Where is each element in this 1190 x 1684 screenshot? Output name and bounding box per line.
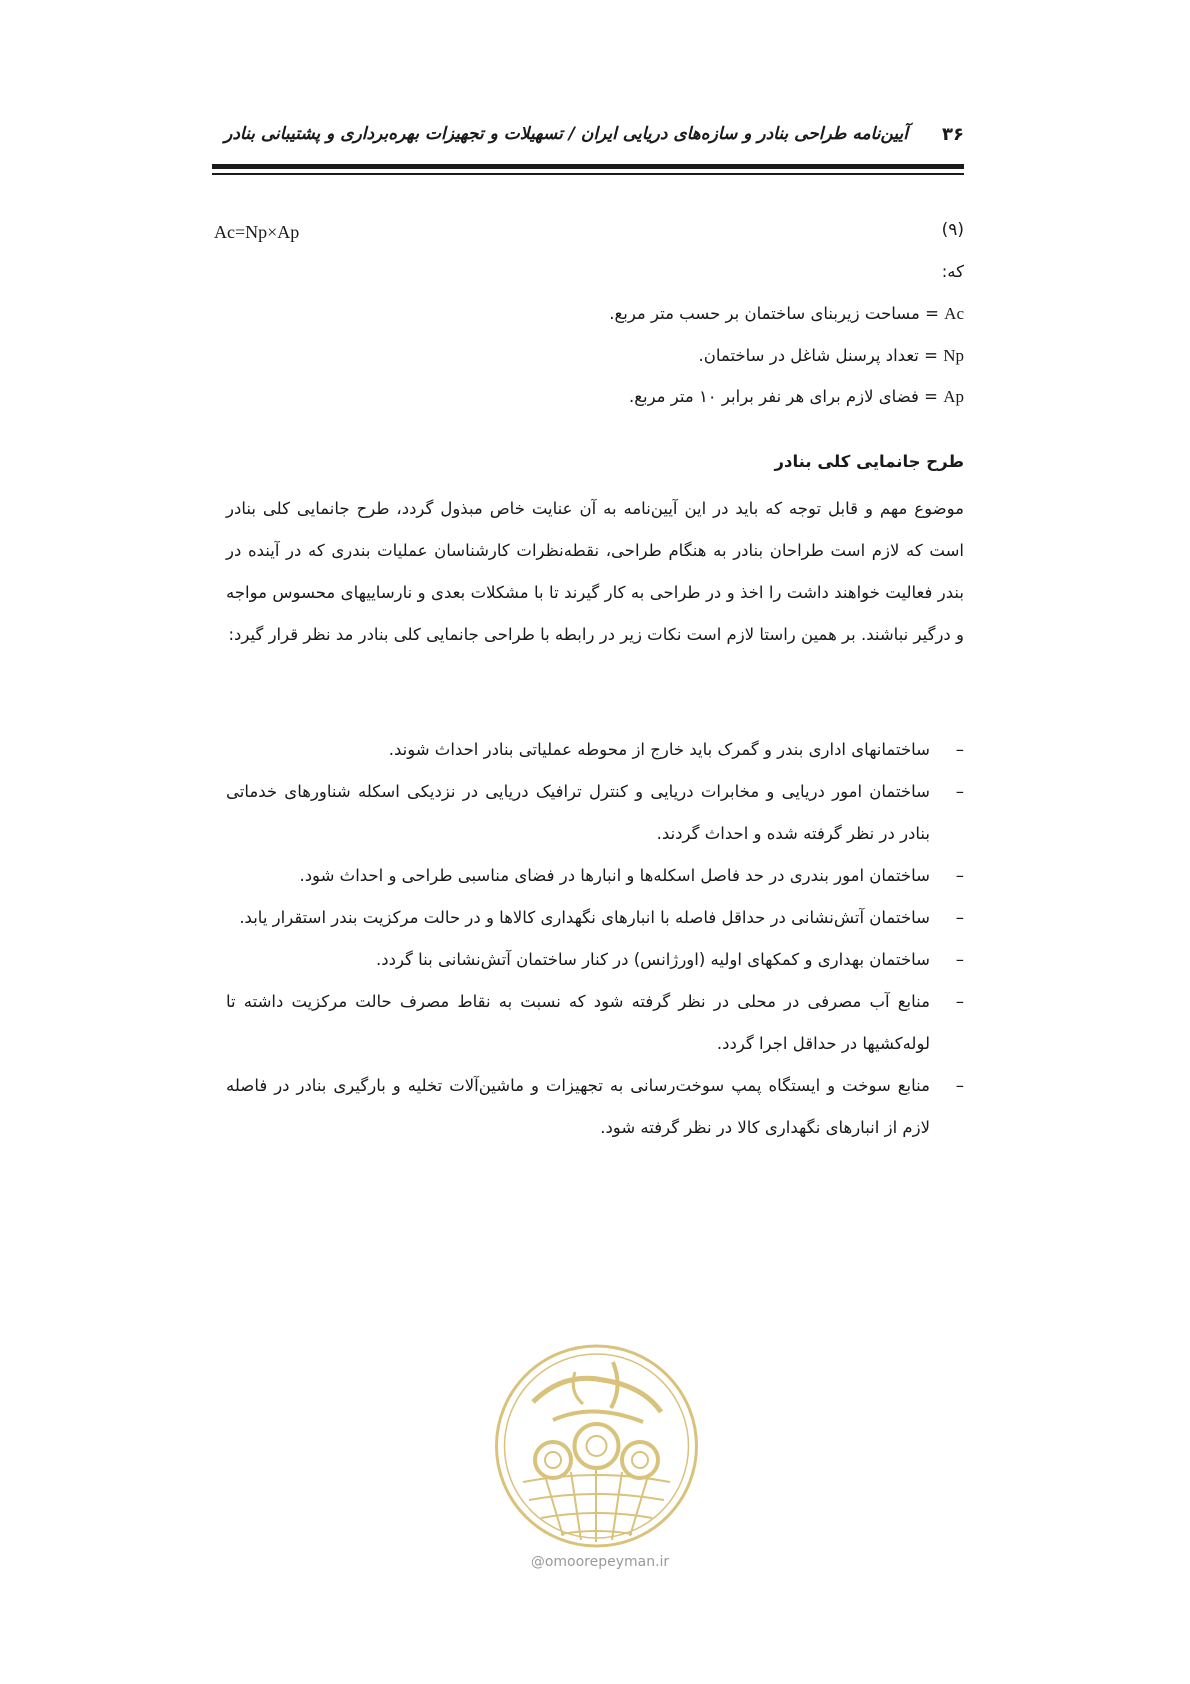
list-item bbox=[226, 771, 964, 855]
definition-symbol: Ap bbox=[943, 387, 964, 406]
section-paragraph: موضوع مهم و قابل توجه که باید در این آیین‌نامه به آن عنایت خاص مبذول گردد، طرح جانمایی کلی بنادر است که لازم است طراحان بنادر به هنگام طراحی، نقطه‌نظرات کارشناسان عملیات بندری که در آینده در بندر فعالیت خواهند داشت را اخذ و در طراحی به کار گیرند تا با مشکلات بعدی و نارساییهای محسوس مواجه و درگیر نباشند. بر همین راستا لازم است نکات زیر در رابطه با طراحی جانمایی کلی بنادر مد نظر قرار گیرد: bbox=[226, 499, 964, 644]
header-rule-thick bbox=[212, 164, 964, 169]
definition-text: = تعداد پرسنل شاغل در ساختمان. bbox=[698, 346, 938, 365]
list-item bbox=[226, 855, 964, 897]
definition-text: = فضای لازم برای هر نفر برابر ۱۰ متر مربع. bbox=[628, 387, 938, 406]
bullet-dash: – bbox=[955, 992, 964, 1011]
where-label: که: bbox=[941, 262, 964, 281]
list-item bbox=[226, 897, 964, 939]
section-heading: طرح جانمایی کلی بنادر bbox=[774, 452, 964, 471]
bullet-dash: – bbox=[955, 1076, 964, 1095]
definition-np bbox=[699, 346, 964, 366]
bullet-dash: – bbox=[955, 866, 964, 885]
list-item-text: منابع سوخت و ایستگاه پمپ سوخت‌رسانی به تجهیزات و ماشین‌آلات تخلیه و بارگیری بنادر در فاصله لازم از انبارهای نگهداری کالا در نظر گرفته شود. bbox=[226, 1076, 930, 1137]
definition-ap bbox=[629, 387, 964, 407]
page-header bbox=[212, 118, 964, 162]
definition-symbol: Ac bbox=[944, 304, 964, 323]
definition-symbol: Np bbox=[943, 346, 964, 365]
list-item bbox=[226, 981, 964, 1065]
page-number: ۳۶ bbox=[942, 124, 964, 145]
bullet-list bbox=[226, 729, 964, 1149]
watermark-url: @omoorepeyman.ir bbox=[530, 1554, 670, 1570]
definition-ac bbox=[609, 304, 964, 324]
list-item bbox=[226, 729, 964, 771]
bullet-dash: – bbox=[955, 908, 964, 927]
list-item-text: ساختمانهای اداری بندر و گمرک باید خارج از محوطه عملیاتی بنادر احداث شوند. bbox=[388, 740, 930, 759]
list-item-text: ساختمان بهداری و کمکهای اولیه (اورژانس) در کنار ساختمان آتش‌نشانی بنا گردد. bbox=[376, 950, 930, 969]
list-item-text: ساختمان امور دریایی و مخابرات دریایی و کنترل ترافیک دریایی در نزدیکی اسکله شناورهای خدماتی بنادر در نظر گرفته شده و احداث گردند. bbox=[226, 782, 930, 843]
list-item-text: منابع آب مصرفی در محلی در نظر گرفته شود که نسبت به نقاط مصرف حالت مرکزیت داشته تا لوله‌کشیها در حداقل اجرا گردد. bbox=[226, 992, 930, 1053]
definition-text: = مساحت زیربنای ساختمان بر حسب متر مربع. bbox=[609, 304, 939, 323]
equation-number: (۹) bbox=[941, 220, 964, 240]
bullet-dash: – bbox=[955, 782, 964, 801]
header-rule-thin bbox=[212, 173, 964, 175]
watermark-seal-logo bbox=[493, 1342, 700, 1550]
list-item-text: ساختمان امور بندری در حد فاصل اسکله‌ها و انبارها در فضای مناسبی طراحی و احداث شود. bbox=[299, 866, 930, 885]
equation-formula: Ac=Np×Ap bbox=[214, 222, 300, 242]
list-item bbox=[226, 939, 964, 981]
list-item-text: ساختمان آتش‌نشانی در حداقل فاصله با انبارهای نگهداری کالاها و در حالت مرکزیت بندر استقرار یابد. bbox=[239, 908, 930, 927]
bullet-dash: – bbox=[955, 950, 964, 969]
list-item bbox=[226, 1065, 964, 1149]
running-title: آیین‌نامه طراحی بنادر و سازه‌های دریایی ایران / تسهیلات و تجهیزات بهره‌برداری و پشتیبانی بنادر bbox=[224, 124, 908, 144]
bullet-dash: – bbox=[955, 740, 964, 759]
